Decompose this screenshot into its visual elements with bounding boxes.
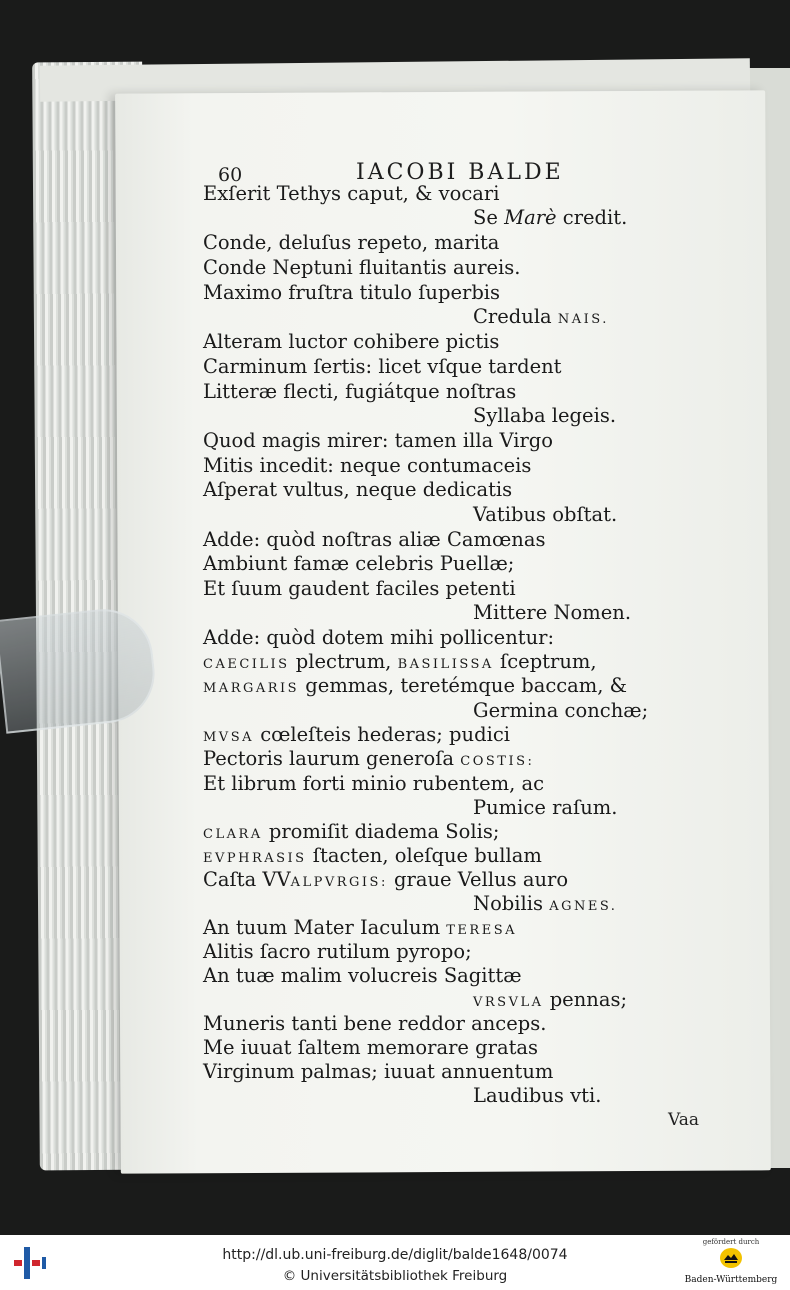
text-line [203, 355, 562, 379]
text-line [203, 820, 499, 847]
text-line [203, 454, 531, 478]
text-run: Carminum ſertis: licet vſque tardent [203, 355, 562, 378]
text-run: Se [473, 206, 505, 229]
text-run: An tuæ malim volucreis Sagittæ [203, 964, 522, 987]
text-line [203, 256, 521, 280]
text-run: Marè [504, 206, 557, 229]
text-run: promiſit diadema Solis; [262, 820, 500, 843]
text-run: Germina conchæ; [473, 699, 649, 722]
text-line [473, 601, 631, 625]
text-run: Quod magis mirer: tamen illa Virgo [203, 429, 553, 452]
text-line [203, 1060, 553, 1084]
text-run: cœleſteis hederas; pudici [254, 723, 510, 746]
text-line [203, 674, 627, 701]
text-line [473, 796, 617, 820]
text-run: Me iuuat ſaltem memorare gratas [203, 1036, 539, 1059]
small-caps-name: AGNES. [549, 899, 618, 914]
text-line [203, 281, 500, 305]
text-line [203, 868, 568, 895]
text-line [203, 231, 499, 255]
text-run: Mittere Nomen. [473, 601, 632, 624]
text-line [203, 1036, 538, 1060]
text-run: Alteram luctor cohibere pictis [203, 330, 500, 353]
text-line [203, 1012, 546, 1036]
small-caps-name: VRSVLA [473, 995, 544, 1010]
text-line [473, 1084, 601, 1108]
text-run: ſtacten, oleſque bullam [306, 844, 542, 867]
text-line [473, 503, 617, 527]
text-run: Mitis incedit: neque contumaceis [203, 454, 532, 477]
small-caps-name: MVSA [203, 730, 254, 745]
text-line [473, 892, 617, 919]
text-line [203, 478, 512, 502]
text-run: graue Vellus auro [387, 868, 569, 891]
text-line [473, 699, 648, 723]
text-run: Exſerit Tethys caput, & vocari [203, 182, 500, 205]
text-run: Caſta VV [203, 868, 291, 891]
text-run: Credula [473, 305, 558, 328]
text-run: Laudibus vti. [473, 1084, 602, 1107]
text-line [473, 988, 627, 1015]
text-run: Virginum palmas; iuuat annuentum [203, 1060, 554, 1083]
text-run: Conde, deluſus repeto, marita [203, 231, 500, 254]
small-caps-name: MARGARIS [203, 681, 300, 696]
text-run: Pectoris laurum generoſa [203, 747, 461, 770]
text-run: Conde Neptuni fluitantis aureis. [203, 256, 521, 279]
catchword: Vaa [668, 1110, 699, 1130]
text-line [203, 772, 544, 796]
text-run: Nobilis [473, 892, 550, 915]
text-run: plectrum, [289, 650, 398, 673]
sponsor-name: Baden-Württemberg [684, 1275, 778, 1285]
text-run: gemmas, teretémque baccam, & [299, 674, 628, 697]
text-line [203, 747, 534, 774]
small-caps-name: TERESA [446, 923, 517, 938]
text-line [473, 206, 627, 230]
text-line [203, 916, 517, 943]
text-run: Pumice raſum. [473, 796, 618, 819]
small-caps-name: CAECILIS [203, 657, 290, 672]
text-run: Alitis ſacro rutilum pyropo; [203, 940, 472, 963]
state-seal-icon [718, 1246, 744, 1270]
text-run: ſceptrum, [493, 650, 597, 673]
text-run: Adde: quòd noſtras aliæ Camœnas [203, 528, 546, 551]
copyright-text: © Universitätsbibliothek Freiburg [282, 1268, 508, 1284]
text-line [203, 182, 499, 206]
text-line [203, 940, 472, 964]
text-line [203, 380, 516, 404]
text-run: Vatibus obſtat. [473, 503, 618, 526]
sponsor-label: gefördert durch [702, 1238, 760, 1246]
text-run: Litteræ flecti, fugiátque noſtras [203, 380, 517, 403]
small-caps-name: COSTIS: [460, 754, 535, 769]
small-caps-name: NAIS. [557, 312, 609, 327]
text-line [203, 650, 597, 677]
text-run: Et ſuum gaudent faciles petenti [203, 577, 516, 600]
text-line [203, 626, 554, 650]
page-number: 60 [218, 164, 243, 186]
document-url[interactable]: http://dl.ub.uni-freiburg.de/diglit/balde1648/0074 [222, 1247, 568, 1263]
text-line [473, 404, 616, 428]
text-run: credit. [556, 206, 628, 229]
text-line [203, 429, 553, 453]
text-run: Syllaba legeis. [473, 404, 617, 427]
sponsor-block [678, 1238, 784, 1288]
small-caps-name: BASILISSA [397, 657, 494, 672]
text-run: Aſperat vultus, neque dedicatis [203, 478, 513, 501]
text-run: Et librum forti minio rubentem, ac [203, 772, 545, 795]
text-run: Muneris tanti bene reddor anceps. [203, 1012, 547, 1035]
text-line [203, 723, 510, 750]
text-run: An tuum Mater Iaculum [203, 916, 447, 939]
small-caps-name: CLARA [203, 827, 263, 842]
footer-bar [0, 1235, 790, 1290]
running-title: IACOBI BALDE [356, 160, 564, 185]
text-line [203, 552, 514, 576]
text-line [203, 577, 516, 601]
text-line [203, 964, 522, 988]
small-caps-name: EVPHRASIS [203, 851, 307, 866]
text-line [203, 330, 499, 354]
text-run: Adde: quòd dotem mihi pollicentur: [203, 626, 555, 649]
text-run: Maximo fruſtra titulo ſuperbis [203, 281, 501, 304]
text-line [203, 528, 545, 552]
small-caps-name: ALPVRGIS: [290, 875, 388, 890]
text-line [473, 305, 609, 332]
text-run: pennas; [543, 988, 628, 1011]
text-run: Ambiunt famæ celebris Puellæ; [203, 552, 515, 575]
text-line [203, 844, 542, 871]
